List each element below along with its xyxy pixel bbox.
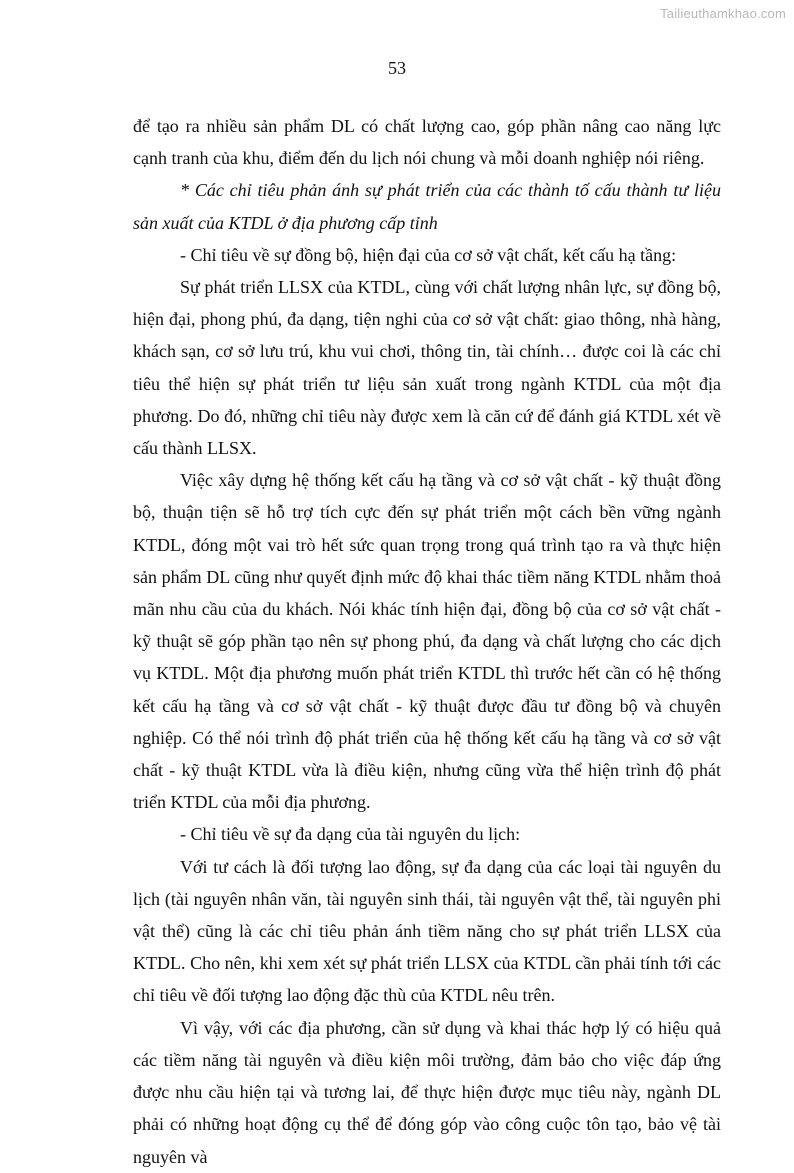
page-number: 53 (388, 58, 406, 78)
paragraph: Sự phát triển LLSX của KTDL, cùng với chất lượng nhân lực, sự đồng bộ, hiện đại, phong phú, đa dạng, tiện nghi của cơ sở vật chất: giao thông, nhà hàng, khách sạn, cơ sở lưu trú, khu vui chơi, thông tin, tài chính… được coi là các chỉ tiêu thể hiện sự phát triển tư liệu sản xuất trong ngành KTDL của một địa phương. Do đó, những chỉ tiêu này được xem là căn cứ để đánh giá KTDL xét về cấu thành LLSX. (133, 277, 721, 459)
section-heading: * Các chỉ tiêu phản ánh sự phát triển của các thành tố cấu thành tư liệu sản xuất của KTDL ở địa phương cấp tỉnh (133, 180, 721, 233)
paragraph: Việc xây dựng hệ thống kết cấu hạ tầng và cơ sở vật chất - kỹ thuật đồng bộ, thuận tiện sẽ hỗ trợ tích cực đến sự phát triển một cách bền vững ngành KTDL, đóng một vai trò hết sức quan trọng trong quá trình tạo ra và thực hiện sản phẩm DL cũng như quyết định mức độ khai thác tiềm năng KTDL nhằm thoả mãn nhu cầu của du khách. Nói khác tính hiện đại, đồng bộ của cơ sở vật chất - kỹ thuật sẽ góp phần tạo nên sự phong phú, đa dạng và chất lượng cho các dịch vụ KTDL. Một địa phương muốn phát triển KTDL thì trước hết cần có hệ thống kết cấu hạ tầng và cơ sở vật chất - kỹ thuật được đầu tư đồng bộ và chuyên nghiệp. Có thể nói trình độ phát triển của hệ thống kết cấu hạ tầng và cơ sở vật chất - kỹ thuật KTDL vừa là điều kiện, nhưng cũng vừa thể hiện trình độ phát triển KTDL của mỗi địa phương. (133, 470, 721, 813)
watermark-text: Tailieuthamkhao.com (660, 6, 786, 21)
subsection-heading: - Chỉ tiêu về sự đa dạng của tài nguyên du lịch: (180, 824, 521, 845)
paragraph: Vì vậy, với các địa phương, cần sử dụng và khai thác hợp lý có hiệu quả các tiềm năng tài nguyên và điều kiện môi trường, đảm bảo cho việc đáp ứng được nhu cầu hiện tại và tương lai, để thực hiện được mục tiêu này, ngành DL phải có những hoạt động cụ thể để đóng góp vào công cuộc tôn tạo, bảo vệ tài nguyên và (133, 1017, 721, 1167)
subsection-heading: - Chỉ tiêu về sự đồng bộ, hiện đại của cơ sở vật chất, kết cấu hạ tầng: (180, 244, 677, 265)
document-body (133, 110, 721, 1173)
paragraph: Với tư cách là đối tượng lao động, sự đa dạng của các loại tài nguyên du lịch (tài nguyên nhân văn, tài nguyên sinh thái, tài nguyên vật thể, tài nguyên phi vật thể) cũng là các chỉ tiêu phản ánh tiềm năng cho sự phát triển LLSX của KTDL. Cho nên, khi xem xét sự phát triển LLSX của KTDL cần phải tính tới các chỉ tiêu về đối tượng lao động đặc thù của KTDL nêu trên. (133, 856, 721, 1006)
paragraph: để tạo ra nhiều sản phẩm DL có chất lượng cao, góp phần nâng cao năng lực cạnh tranh của khu, điểm đến du lịch nói chung và mỗi doanh nghiệp nói riêng. (133, 116, 721, 169)
